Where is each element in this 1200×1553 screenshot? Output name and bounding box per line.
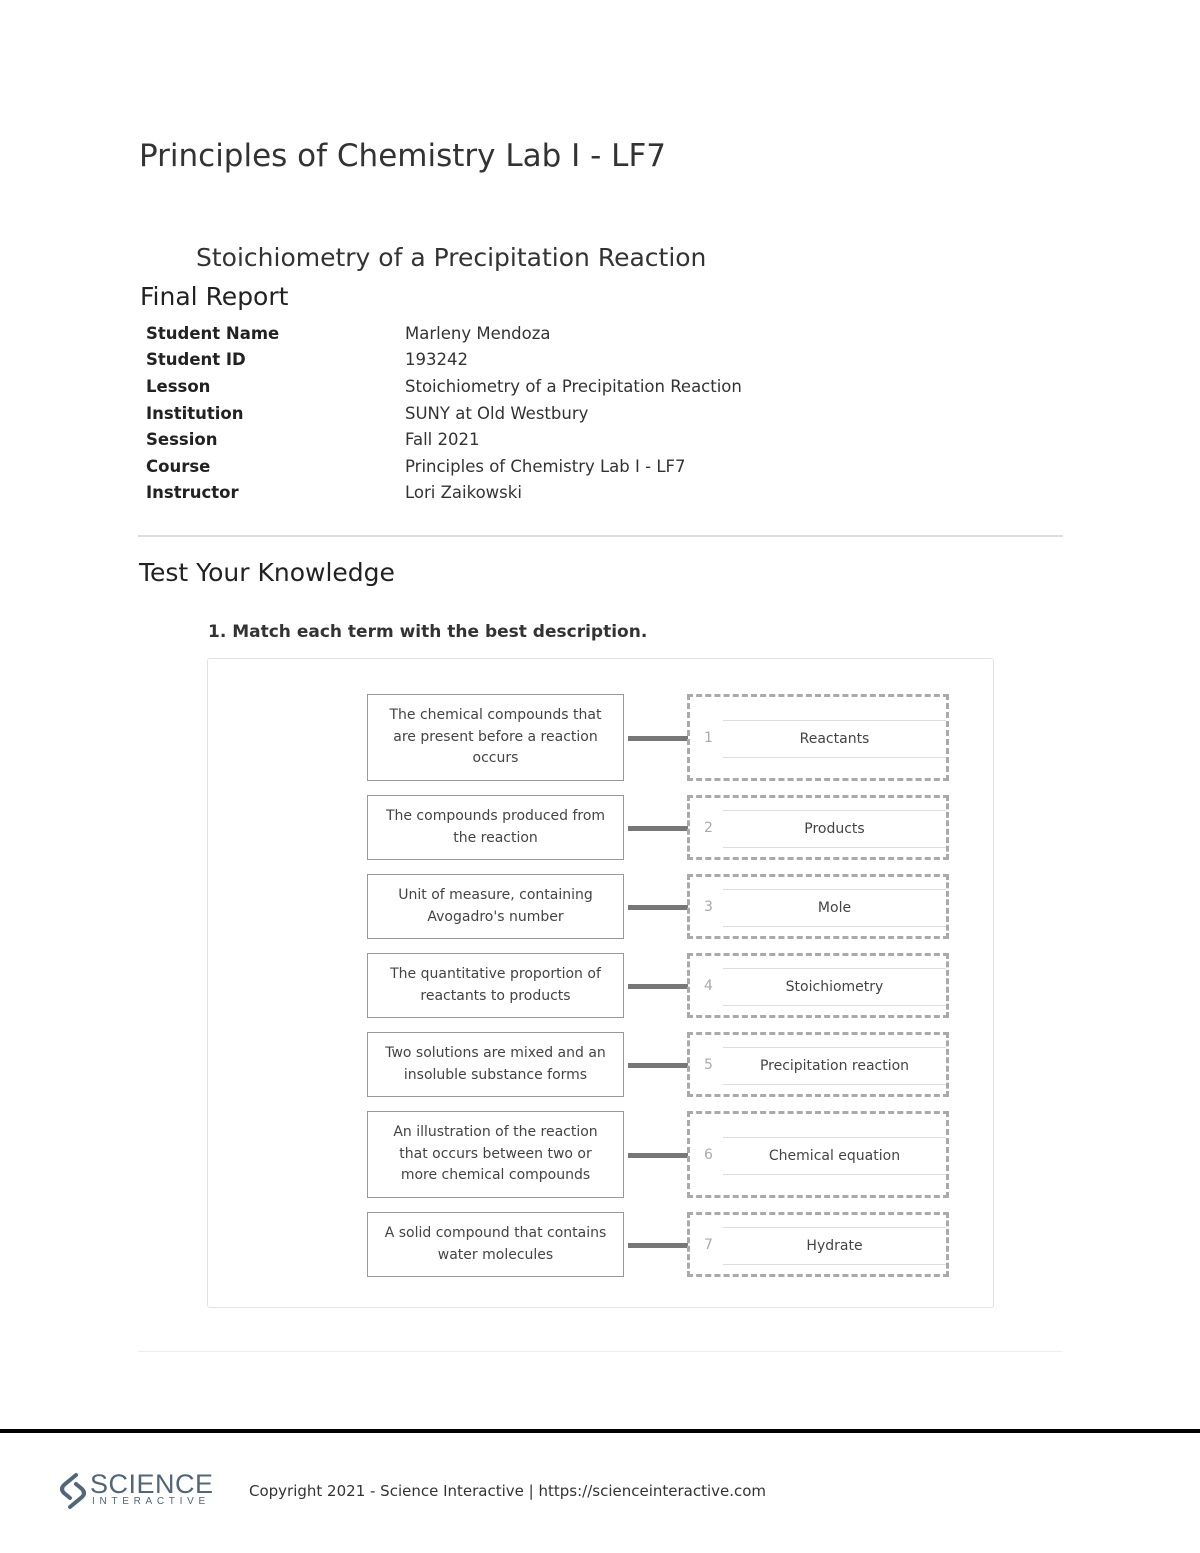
term-drop-zone[interactable] <box>687 953 949 1018</box>
term-number: 7 <box>704 1236 713 1253</box>
info-value: Lori Zaikowski <box>405 483 522 503</box>
term-card[interactable]: Hydrate <box>723 1227 946 1265</box>
info-label: Lesson <box>146 376 211 396</box>
connector-line <box>628 984 688 989</box>
term-number: 5 <box>704 1056 713 1073</box>
info-row-lesson <box>146 373 1046 400</box>
footer-divider <box>0 1429 1200 1433</box>
match-row <box>208 1111 993 1198</box>
info-value: 193242 <box>405 350 468 370</box>
match-row <box>208 694 993 781</box>
description-box: The chemical compounds that are present before a reaction occurs <box>367 694 624 781</box>
match-row <box>208 953 993 1018</box>
term-card[interactable]: Reactants <box>723 720 946 758</box>
term-number: 2 <box>704 819 713 836</box>
connector-line <box>628 826 688 831</box>
logo-mark-icon <box>58 1471 88 1511</box>
term-card[interactable]: Precipitation reaction <box>723 1047 946 1085</box>
matching-panel <box>207 658 994 1308</box>
info-row-instructor <box>146 480 1046 507</box>
info-row-course <box>146 453 1046 480</box>
term-number: 1 <box>704 729 713 746</box>
term-card[interactable]: Stoichiometry <box>723 968 946 1006</box>
description-box: The compounds produced from the reaction <box>367 795 624 860</box>
info-row-session <box>146 426 1046 453</box>
description-box: An illustration of the reaction that occurs between two or more chemical compounds <box>367 1111 624 1198</box>
info-label: Student Name <box>146 323 280 343</box>
info-value: Stoichiometry of a Precipitation Reaction <box>405 376 742 396</box>
section-divider <box>138 535 1063 537</box>
term-drop-zone[interactable] <box>687 874 949 939</box>
info-label: Instructor <box>146 483 239 503</box>
info-value: Marleny Mendoza <box>405 323 551 343</box>
term-card[interactable]: Products <box>723 810 946 848</box>
term-drop-zone[interactable] <box>687 1032 949 1097</box>
term-number: 3 <box>704 898 713 915</box>
info-row-institution <box>146 400 1046 427</box>
connector-line <box>628 736 688 741</box>
term-number: 6 <box>704 1146 713 1163</box>
report-heading: Final Report <box>140 282 289 311</box>
logo-wordmark: SCIENCE <box>90 1469 214 1499</box>
description-box: A solid compound that contains water molecules <box>367 1212 624 1277</box>
info-row-student-id <box>146 347 1046 374</box>
match-row <box>208 1032 993 1097</box>
section-title: Test Your Knowledge <box>139 558 395 587</box>
info-value: SUNY at Old Westbury <box>405 403 589 423</box>
match-row <box>208 795 993 860</box>
question-text: 1. Match each term with the best description. <box>208 622 648 642</box>
connector-line <box>628 1243 688 1248</box>
course-title: Principles of Chemistry Lab I - LF7 <box>139 138 666 174</box>
description-box: Two solutions are mixed and an insoluble substance forms <box>367 1032 624 1097</box>
bottom-divider <box>138 1351 1063 1352</box>
info-label: Student ID <box>146 350 246 370</box>
term-drop-zone[interactable] <box>687 795 949 860</box>
description-box: The quantitative proportion of reactants to products <box>367 953 624 1018</box>
match-row <box>208 1212 993 1277</box>
info-value: Principles of Chemistry Lab I - LF7 <box>405 456 686 476</box>
connector-line <box>628 1153 688 1158</box>
lesson-title: Stoichiometry of a Precipitation Reaction <box>196 243 707 272</box>
student-info-table <box>146 320 1046 506</box>
connector-line <box>628 905 688 910</box>
match-row <box>208 874 993 939</box>
science-interactive-logo <box>58 1469 214 1514</box>
term-drop-zone[interactable] <box>687 1212 949 1277</box>
term-drop-zone[interactable] <box>687 1111 949 1198</box>
description-box: Unit of measure, containing Avogadro's number <box>367 874 624 939</box>
term-drop-zone[interactable] <box>687 694 949 781</box>
term-card[interactable]: Mole <box>723 889 946 927</box>
info-label: Institution <box>146 403 244 423</box>
logo-subtitle: INTERACTIVE <box>92 1496 210 1507</box>
info-label: Session <box>146 430 218 450</box>
copyright-text: Copyright 2021 - Science Interactive | https://scienceinteractive.com <box>249 1482 767 1500</box>
term-number: 4 <box>704 977 713 994</box>
term-card[interactable]: Chemical equation <box>723 1137 946 1175</box>
info-row-student-name <box>146 320 1046 347</box>
info-label: Course <box>146 456 211 476</box>
info-value: Fall 2021 <box>405 430 480 450</box>
connector-line <box>628 1063 688 1068</box>
